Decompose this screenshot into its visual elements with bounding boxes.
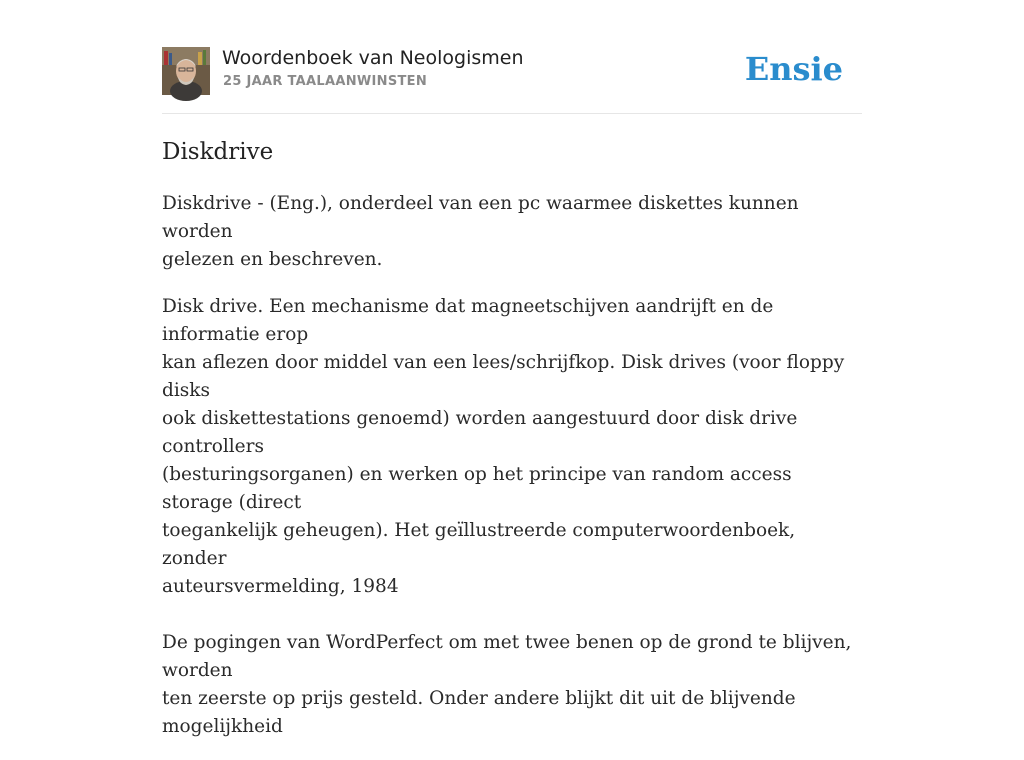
article-paragraph: De pogingen van WordPerfect om met twee benen op de grond te blijven, worden ten zeerste op prijs gesteld. Onder andere blijkt dit uit de blijvende mogelijkheid xyxy=(162,632,852,737)
author-name[interactable]: Woordenboek van Neologismen xyxy=(222,47,524,69)
header-divider xyxy=(162,113,862,114)
article-paragraph: Diskdrive - (Eng.), onderdeel van een pc waarmee diskettes kunnen worden gelezen en beschreven. xyxy=(162,193,799,270)
article-title: Diskdrive xyxy=(162,139,274,165)
header xyxy=(162,46,862,96)
avatar-photo-icon xyxy=(162,47,210,95)
author-avatar[interactable] xyxy=(162,47,210,95)
article-paragraph: Disk drive. Een mechanisme dat magneetschijven aandrijft en de informatie erop kan aflezen door middel van een lees/schrijfkop. Disk drives (voor floppy disks ook diskettestations genoemd) worden aangestuurd door disk drive controllers (besturingsorganen) en werken op het principe van random access storage (direct toegankelijk geheugen). Het geïllustreerde computerwoordenboek, zonder auteursvermelding, 1984 xyxy=(162,296,845,597)
brand-logo[interactable]: Ensie xyxy=(744,50,843,88)
author-subtitle: 25 JAAR TAALAANWINSTEN xyxy=(223,74,428,89)
article-body xyxy=(162,190,862,760)
page xyxy=(162,0,862,737)
